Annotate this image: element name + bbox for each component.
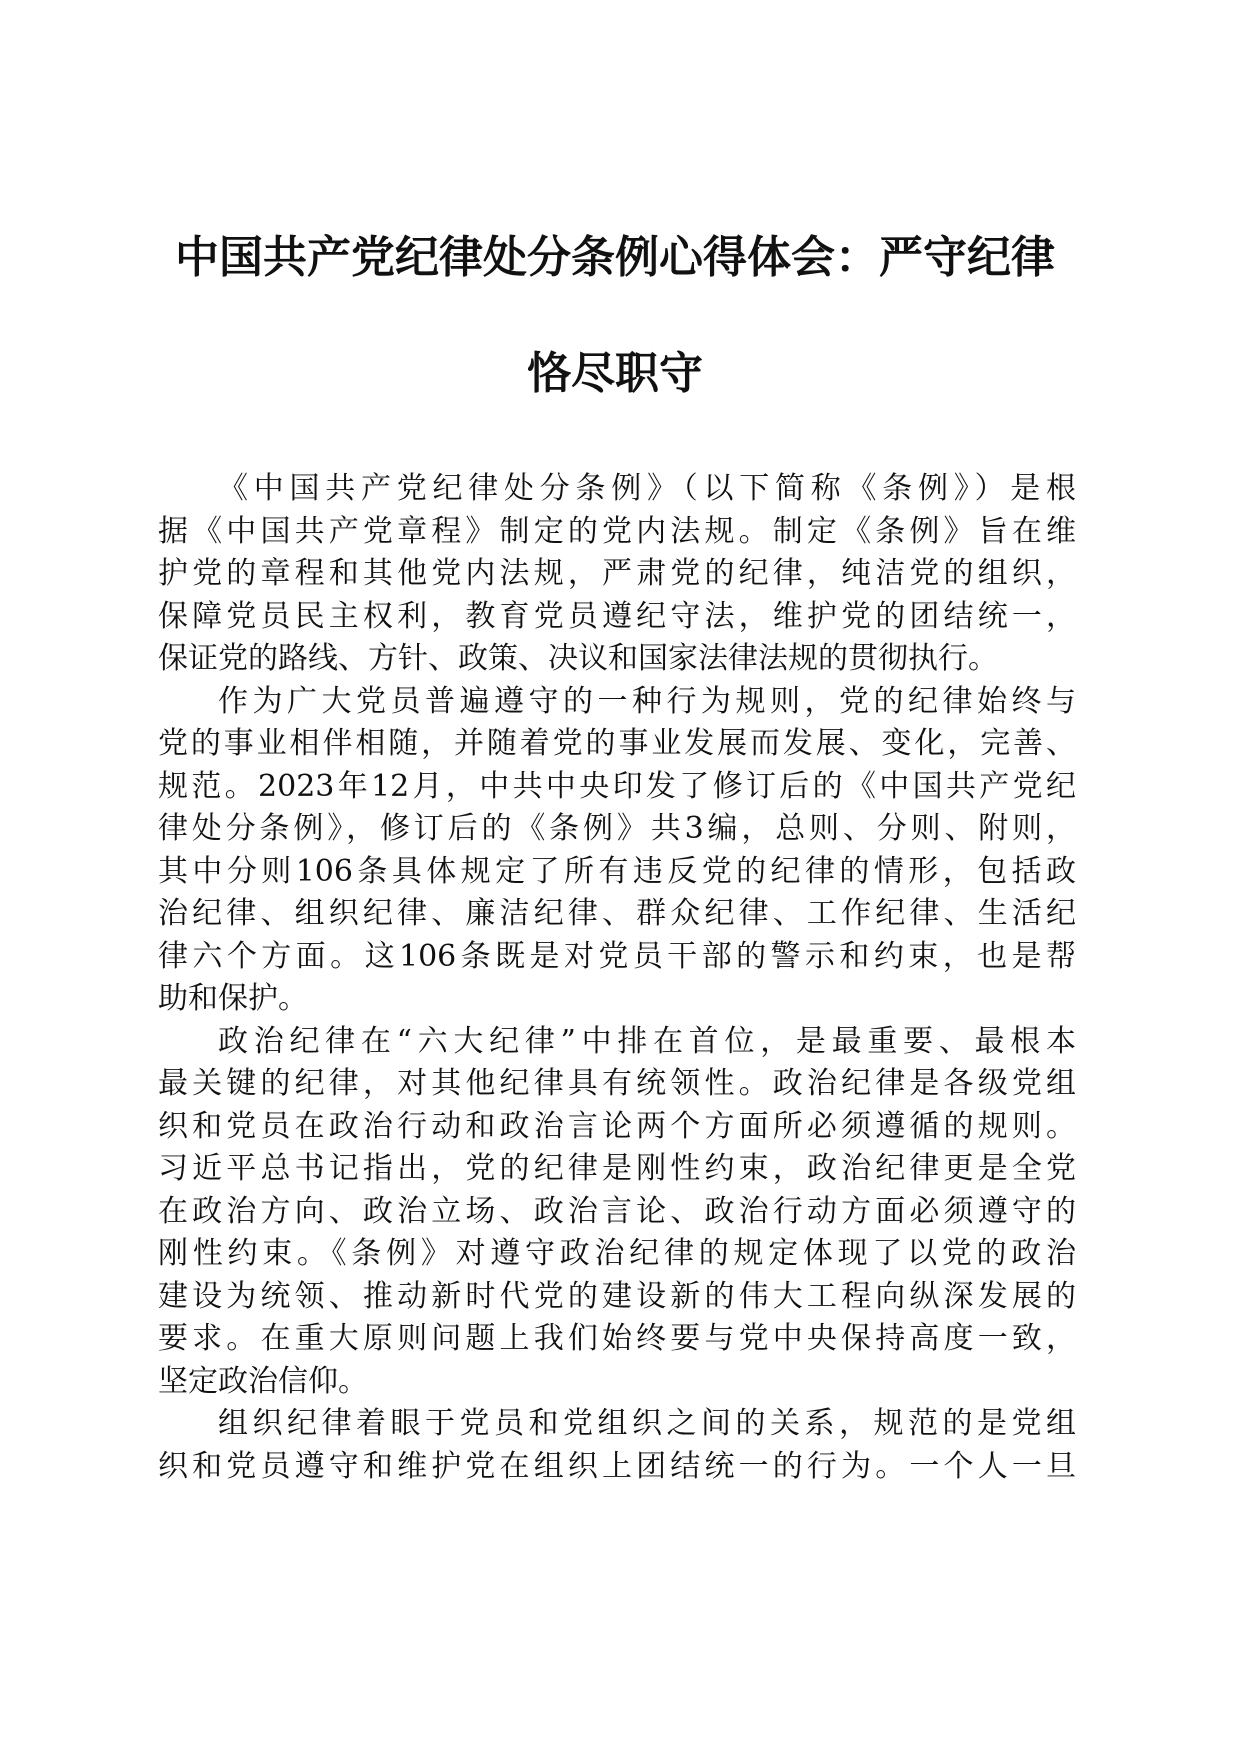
paragraph-line: 织和党员在政治行动和政治言论两个方面所必须遵循的规则。 [158, 1108, 1076, 1144]
paragraph-line: 坚定政治信仰。 [158, 1363, 368, 1399]
paragraph-line: 其中分则106条具体规定了所有违反党的纪律的情形，包括政 [158, 853, 1076, 889]
paragraph [158, 681, 1076, 1021]
paragraph-line: 最关键的纪律，对其他纪律具有统领性。政治纪律是各级党组 [158, 1066, 1076, 1101]
paragraph-line: 要求。在重大原则问题上我们始终要与党中央保持高度一致， [158, 1321, 1076, 1356]
paragraph-line: 护党的章程和其他党内法规，严肃党的纪律，纯洁党的组织， [158, 556, 1076, 591]
document-title-line-1: 中国共产党纪律处分条例心得体会：严守纪律 [175, 232, 1055, 283]
paragraph-line: 作为广大党员普遍遵守的一种行为规则，党的纪律始终与 [218, 683, 1076, 719]
paragraph [158, 1403, 1076, 1488]
paragraph-line: 治纪律、组织纪律、廉洁纪律、群众纪律、工作纪律、生活纪 [158, 896, 1076, 931]
paragraph-line: 《中国共产党纪律处分条例》（以下简称《条例》）是根 [218, 471, 1076, 506]
paragraph-line: 规范。2023年12月，中共中央印发了修订后的《中国共产党纪 [158, 768, 1076, 804]
paragraph-line: 保证党的路线、方针、政策、决议和国家法律法规的贯彻执行。 [158, 641, 998, 676]
document-body [158, 468, 1076, 1488]
document-title-line-2: 恪尽职守 [527, 348, 703, 399]
paragraph-line: 律处分条例》，修订后的《条例》共3编，总则、分则、附则， [158, 811, 1076, 846]
paragraph-line: 刚性约束。《条例》对遵守政治纪律的规定体现了以党的政治 [158, 1236, 1076, 1271]
paragraph [158, 1021, 1076, 1404]
paragraph-line: 建设为统领、推动新时代党的建设新的伟大工程向纵深发展的 [158, 1278, 1076, 1314]
paragraph-line: 组织纪律着眼于党员和党组织之间的关系，规范的是党组 [218, 1406, 1076, 1441]
paragraph-line: 据《中国共产党章程》制定的党内法规。制定《条例》旨在维 [158, 513, 1076, 549]
paragraph-line: 律六个方面。这106条既是对党员干部的警示和约束，也是帮 [158, 938, 1076, 974]
paragraph-line: 在政治方向、政治立场、政治言论、政治行动方面必须遵守的 [158, 1193, 1076, 1229]
paragraph-line: 党的事业相伴相随，并随着党的事业发展而发展、变化，完善、 [158, 726, 1076, 761]
paragraph-line: 政治纪律在“六大纪律”中排在首位，是最重要、最根本 [218, 1023, 1076, 1059]
paragraph [158, 468, 1076, 681]
paragraph-line: 习近平总书记指出，党的纪律是刚性约束，政治纪律更是全党 [158, 1151, 1076, 1186]
paragraph-line: 织和党员遵守和维护党在组织上团结统一的行为。一个人一旦 [158, 1448, 1076, 1484]
paragraph-line: 保障党员民主权利，教育党员遵纪守法，维护党的团结统一， [158, 598, 1076, 634]
paragraph-line: 助和保护。 [158, 981, 308, 1016]
